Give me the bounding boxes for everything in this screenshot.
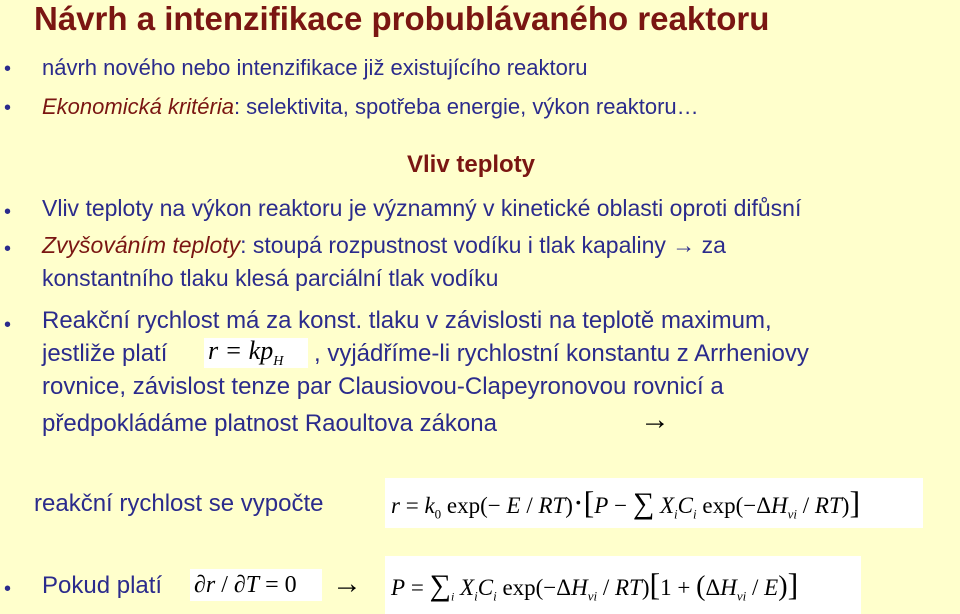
arrow-right-icon: →: [332, 567, 362, 600]
bullet-text-5-line1: Reakční rychlost má za konst. tlaku v závislosti na teplotě maximum,: [42, 307, 772, 334]
formula-rate-full-text: $r = k_0$ exp(− E / RT)·[P − ∑ $X_iC_i$ $\exp(-\Delta H_{vi} / RT)$]: [391, 483, 861, 522]
page-title: Návrh a intenzifikace probublávaného reaktoru: [34, 0, 770, 37]
formula-derivative-text: ∂r / ∂T = 0: [194, 571, 297, 598]
bullet-text-4: [42, 232, 726, 259]
bullet-text-5-line3: rovnice, závislost tenze par Clausiovou-Clapeyronovou rovnicí a: [42, 373, 724, 400]
formula-rate-simple-text: $r = kp_H$: [208, 338, 284, 368]
formula-pressure: [385, 556, 861, 614]
formula-rate-full: [385, 478, 923, 528]
section-subtitle: Vliv teploty: [407, 151, 536, 178]
bullet-4-rest: : stoupá rozpustnost vodíku i tlak kapaliny → za: [240, 232, 726, 258]
bullet-4-emphasis: Zvyšováním teploty: [42, 232, 241, 258]
bullet-dot: •: [4, 58, 12, 80]
rate-label: reakční rychlost se vypočte: [34, 490, 324, 517]
bullet-text-5-line2a: jestliže platí: [42, 340, 168, 367]
bullet-dot: •: [4, 578, 12, 600]
formula-derivative: [190, 569, 322, 601]
bullet-2-rest: : selektivita, spotřeba energie, výkon reaktoru…: [233, 94, 699, 119]
bullet-dot: •: [4, 238, 12, 260]
bullet-text-4-line2: konstantního tlaku klesá parciální tlak vodíku: [42, 265, 499, 291]
bullet-text-5-line2b: , vyjádříme-li rychlostní konstantu z Arrheniovy: [314, 340, 809, 367]
bullet-text-3: Vliv teploty na výkon reaktoru je významný v kinetické oblasti oproti difůsní: [42, 195, 802, 221]
arrow-right-icon: →: [640, 403, 670, 436]
bullet-text-5-line4: předpokládáme platnost Raoultova zákona: [42, 410, 497, 437]
bullet-dot: •: [4, 97, 12, 119]
bullet-dot: •: [4, 314, 12, 336]
bullet-2-emphasis: Ekonomická kritéria: [42, 94, 234, 119]
bullet-text-1: návrh nového nebo intenzifikace již existujícího reaktoru: [42, 55, 588, 80]
condition-label: Pokud platí: [42, 572, 163, 599]
formula-pressure-text: $P = \sum_i$ $X_iC_i$ $\exp(-\Delta H_{vi} / RT)[1 + (\Delta H_{vi} / E)]$: [391, 565, 799, 604]
bullet-dot: •: [4, 201, 12, 223]
formula-rate-simple: [204, 338, 308, 368]
bullet-text-2: [42, 94, 699, 120]
